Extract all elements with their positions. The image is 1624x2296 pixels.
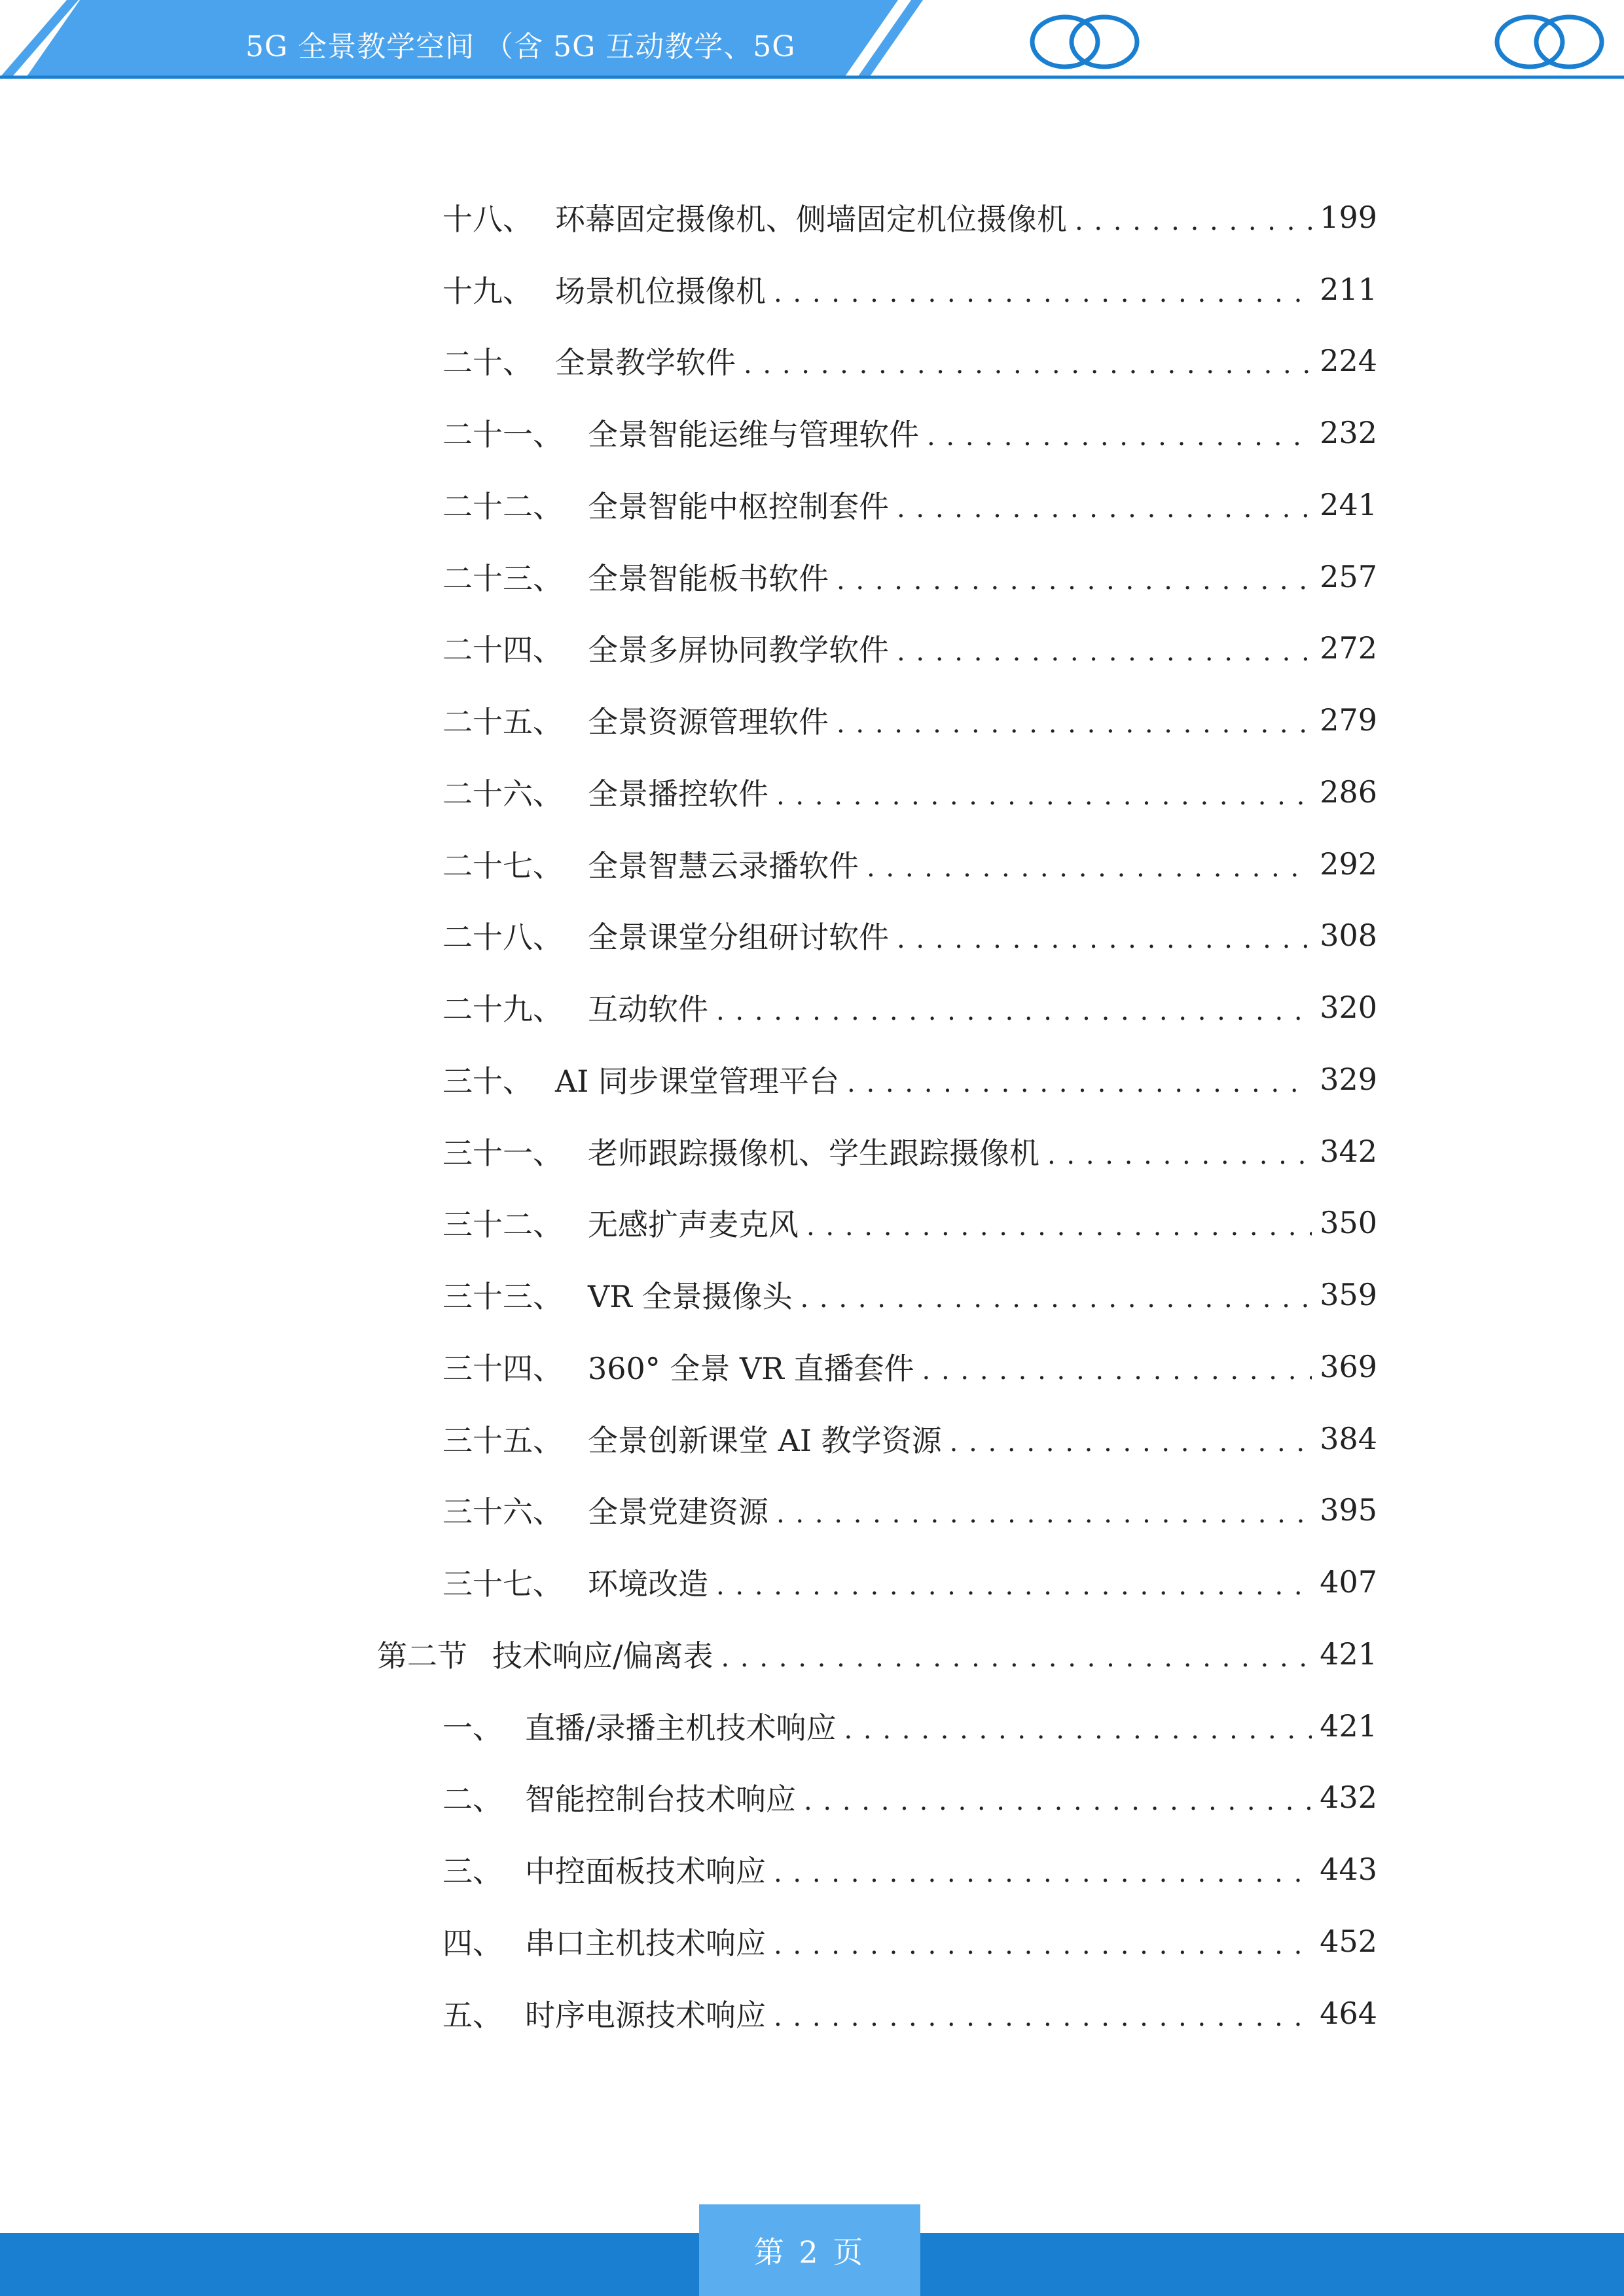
toc-label: 全景课堂分组研讨软件 [588,920,889,955]
toc-label: 时序电源技术响应 [525,1998,766,2033]
toc-entry[interactable] [442,838,1377,890]
toc-label: 全景智能板书软件 [588,561,829,596]
toc-leader [800,1268,1312,1321]
toc-leader [847,1053,1312,1105]
toc-number: 三十四、 [442,1351,563,1386]
toc-label: 全景播控软件 [588,776,768,812]
toc-page-number: 329 [1320,1062,1377,1097]
toc-leader [774,1987,1312,2039]
toc-label: 串口主机技术响应 [525,1926,766,1961]
toc-page-number: 384 [1320,1421,1377,1456]
toc-number: 三十三、 [442,1279,563,1314]
toc-label: 场景机位摄像机 [555,274,766,309]
toc-label: 智能控制台技术响应 [525,1782,796,1817]
toc-section-number: 第二节 [377,1638,467,1674]
toc-entry[interactable] [442,1053,1377,1105]
toc-number: 二十、 [442,345,533,380]
toc-label: 全景智能运维与管理软件 [588,417,919,452]
toc-label: 全景党建资源 [588,1494,768,1530]
toc-page-number: 342 [1320,1134,1377,1169]
toc-entry[interactable] [442,622,1377,674]
toc-leader [806,1196,1312,1249]
page-number-tab [699,2204,920,2296]
toc-page-number: 369 [1320,1349,1377,1384]
toc-entry[interactable] [442,1700,1377,1752]
toc-page-number: 241 [1320,487,1377,522]
toc-page-number: 464 [1320,1996,1377,2031]
toc-label: 无感扩声麦克风 [588,1207,799,1242]
toc-page-number: 232 [1320,415,1377,450]
toc-entry[interactable] [442,406,1377,459]
toc-page-number: 224 [1320,343,1377,378]
toc-page-number: 395 [1320,1492,1377,1528]
toc-entry[interactable] [442,550,1377,603]
double-ring-logo-icon [1489,9,1614,75]
toc-page-number: 432 [1320,1780,1377,1815]
toc-leader [721,1628,1312,1680]
toc-label: 全景资源管理软件 [588,704,829,740]
toc-page-number: 320 [1320,990,1377,1025]
toc-number: 二十二、 [442,489,563,524]
toc-number: 五、 [442,1998,503,2033]
toc-page-number: 359 [1320,1277,1377,1312]
toc-page-number: 443 [1320,1852,1377,1887]
toc-leader [897,909,1312,961]
toc-number: 二十一、 [442,417,563,452]
toc-entry[interactable] [442,1771,1377,1823]
toc-number: 二十四、 [442,632,563,668]
toc-label: 全景智能中枢控制套件 [588,489,889,524]
header-title: 5G 全景教学空间 （含 5G 互动教学、5G [245,30,796,63]
toc-page-number: 452 [1320,1924,1377,1959]
toc-page-number: 286 [1320,774,1377,810]
toc-leader [867,838,1312,890]
toc-number: 十八、 [442,202,533,237]
toc-entry[interactable] [442,1987,1377,2039]
toc-page-number: 292 [1320,846,1377,882]
toc-label: 全景多屏协同教学软件 [588,632,889,668]
toc-page-number: 257 [1320,559,1377,594]
toc-label: 中控面板技术响应 [525,1854,766,1889]
toc-page-number: 407 [1320,1564,1377,1600]
toc-label: 老师跟踪摄像机、学生跟踪摄像机 [588,1136,1039,1171]
toc-leader [927,406,1312,459]
toc-label: 互动软件 [588,992,708,1027]
toc-leader [1047,1125,1312,1177]
toc-entry[interactable] [442,334,1377,387]
toc-number: 二十八、 [442,920,563,955]
toc-entry[interactable] [442,1196,1377,1249]
page-number-label: 第 2 页 [753,2234,866,2270]
toc-page-number: 421 [1320,1636,1377,1672]
toc-section-entry[interactable] [377,1628,1377,1680]
toc-page-number: 308 [1320,918,1377,953]
toc-number: 三十、 [442,1064,533,1099]
toc-leader [716,981,1312,1033]
toc-entry[interactable] [442,1412,1377,1465]
toc-page-number: 279 [1320,702,1377,738]
toc-number: 三十一、 [442,1136,563,1171]
toc-leader [776,766,1312,818]
toc-label: 360° 全景 VR 直播套件 [588,1351,914,1386]
toc-leader [844,1700,1312,1752]
toc-number: 二、 [442,1782,503,1817]
toc-number: 三十二、 [442,1207,563,1242]
toc-entry[interactable] [442,1556,1377,1608]
toc-entry[interactable] [442,1484,1377,1536]
page-header [0,0,1624,85]
toc-label: VR 全景摄像头 [588,1279,793,1314]
toc-number: 三、 [442,1854,503,1889]
toc-number: 一、 [442,1710,503,1746]
toc-number: 三十五、 [442,1423,563,1458]
toc-label: 直播/录播主机技术响应 [525,1710,837,1746]
toc-number: 二十六、 [442,776,563,812]
toc-leader [804,1771,1312,1823]
toc-leader [774,1915,1312,1967]
toc-entry[interactable] [442,191,1377,243]
toc-entry[interactable] [442,981,1377,1033]
toc-number: 二十五、 [442,704,563,740]
toc-section-label: 技术响应/偏离表 [492,1638,713,1674]
toc-entry[interactable] [442,694,1377,746]
toc-leader [716,1556,1312,1608]
toc-entry[interactable] [442,909,1377,961]
toc-leader [744,334,1312,387]
toc-entry[interactable] [442,1125,1377,1177]
toc-number: 三十七、 [442,1566,563,1602]
toc-entry[interactable] [442,766,1377,818]
toc-leader [1075,191,1312,243]
toc-entry[interactable] [442,1268,1377,1321]
toc-leader [837,694,1312,746]
toc-page-number: 350 [1320,1205,1377,1240]
toc-page-number: 199 [1320,200,1377,235]
toc-leader [950,1412,1312,1465]
toc-leader [897,478,1312,531]
toc-entry[interactable] [442,478,1377,531]
toc-page-number: 272 [1320,630,1377,666]
toc-leader [774,263,1312,315]
toc-entry[interactable] [442,1915,1377,1967]
toc-entry[interactable] [442,1843,1377,1895]
toc-number: 二十九、 [442,992,563,1027]
header-graphic [0,0,1624,85]
toc-label: 环境改造 [588,1566,708,1602]
toc-leader [837,550,1312,603]
toc-label: 全景创新课堂 AI 教学资源 [588,1423,942,1458]
toc-leader [922,1340,1312,1393]
toc-leader [897,622,1312,674]
toc-number: 三十六、 [442,1494,563,1530]
toc-number: 二十七、 [442,848,563,884]
toc-entry[interactable] [442,263,1377,315]
toc-number: 二十三、 [442,561,563,596]
toc-leader [774,1843,1312,1895]
toc-number: 四、 [442,1926,503,1961]
toc-number: 十九、 [442,274,533,309]
double-ring-logo-icon [1024,9,1149,75]
toc-page-number: 421 [1320,1708,1377,1744]
toc-leader [776,1484,1312,1536]
toc-label: 环幕固定摄像机、侧墙固定机位摄像机 [555,202,1067,237]
toc-entry[interactable] [442,1340,1377,1393]
toc-label: 全景智慧云录播软件 [588,848,859,884]
toc-label: 全景教学软件 [555,345,736,380]
toc-page-number: 211 [1320,272,1377,307]
toc-label: AI 同步课堂管理平台 [555,1064,840,1099]
